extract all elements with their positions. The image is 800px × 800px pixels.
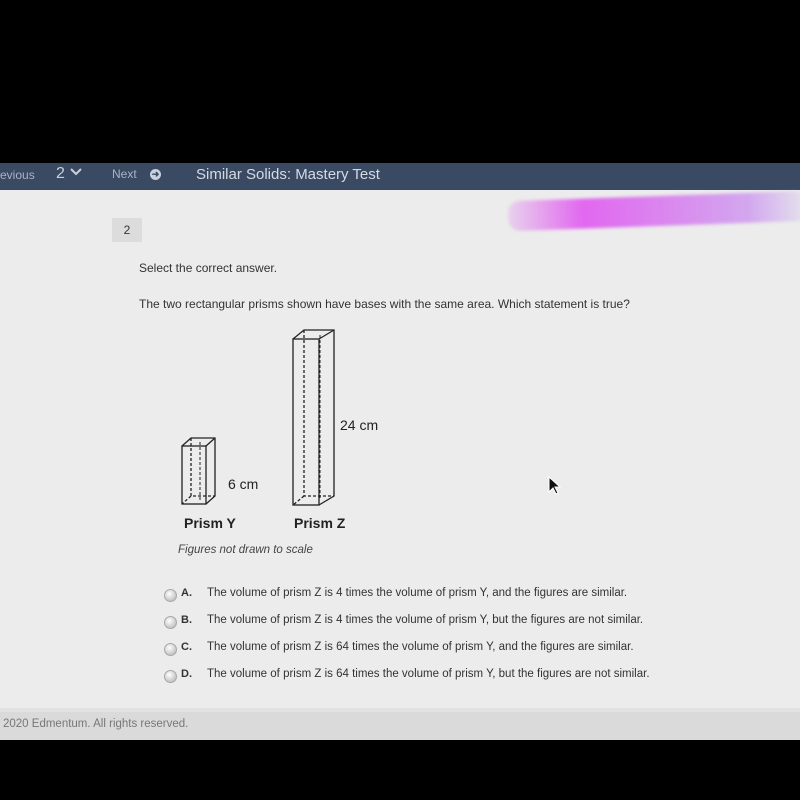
prism-z-drawing (293, 330, 334, 505)
next-arrow-icon[interactable]: ➜ (151, 169, 160, 179)
choice-text[interactable]: The volume of prism Z is 4 times the volume of prism Y, but the figures are not similar. (207, 614, 644, 626)
choice-text[interactable]: The volume of prism Z is 64 times the volume of prism Y, and the figures are similar. (207, 641, 634, 653)
choice-letter: D. (181, 668, 192, 680)
question-selector[interactable]: 2 (56, 165, 65, 182)
radio-button-b[interactable] (164, 616, 177, 629)
prism-figure (170, 325, 390, 540)
choice-text[interactable]: The volume of prism Z is 4 times the volume of prism Y, and the figures are similar. (207, 587, 628, 599)
answer-choice-c[interactable] (164, 640, 724, 662)
choice-letter: C. (181, 641, 192, 653)
choice-letter: B. (181, 614, 192, 626)
prism-y-drawing (182, 438, 215, 504)
previous-button[interactable]: evious (0, 168, 35, 182)
chevron-down-icon[interactable] (70, 166, 82, 180)
choice-text[interactable]: The volume of prism Z is 64 times the volume of prism Y, but the figures are not similar. (207, 668, 650, 680)
radio-button-c[interactable] (164, 643, 177, 656)
test-title: Similar Solids: Mastery Test (196, 166, 380, 183)
prism-z-label: Prism Z (294, 515, 346, 531)
answer-choice-a[interactable] (164, 586, 724, 608)
prism-z-height-label: 24 cm (340, 417, 379, 433)
next-button[interactable]: Next (112, 167, 137, 181)
choice-letter: A. (181, 587, 192, 599)
top-navigation-bar (0, 163, 800, 190)
answer-choice-d[interactable] (164, 667, 724, 689)
copyright-text: 2020 Edmentum. All rights reserved. (3, 718, 189, 730)
instruction-text: Select the correct answer. (139, 261, 278, 275)
question-number-badge: 2 (112, 218, 142, 242)
answer-choice-b[interactable] (164, 613, 724, 635)
radio-button-d[interactable] (164, 670, 177, 683)
mouse-pointer-icon (548, 476, 562, 496)
question-text: The two rectangular prisms shown have bases with the same area. Which statement is true? (139, 297, 630, 311)
radio-button-a[interactable] (164, 589, 177, 602)
prism-y-height-label: 6 cm (228, 476, 259, 492)
prism-y-label: Prism Y (184, 515, 236, 531)
footer (0, 712, 800, 740)
figure-note: Figures not drawn to scale (178, 544, 313, 556)
